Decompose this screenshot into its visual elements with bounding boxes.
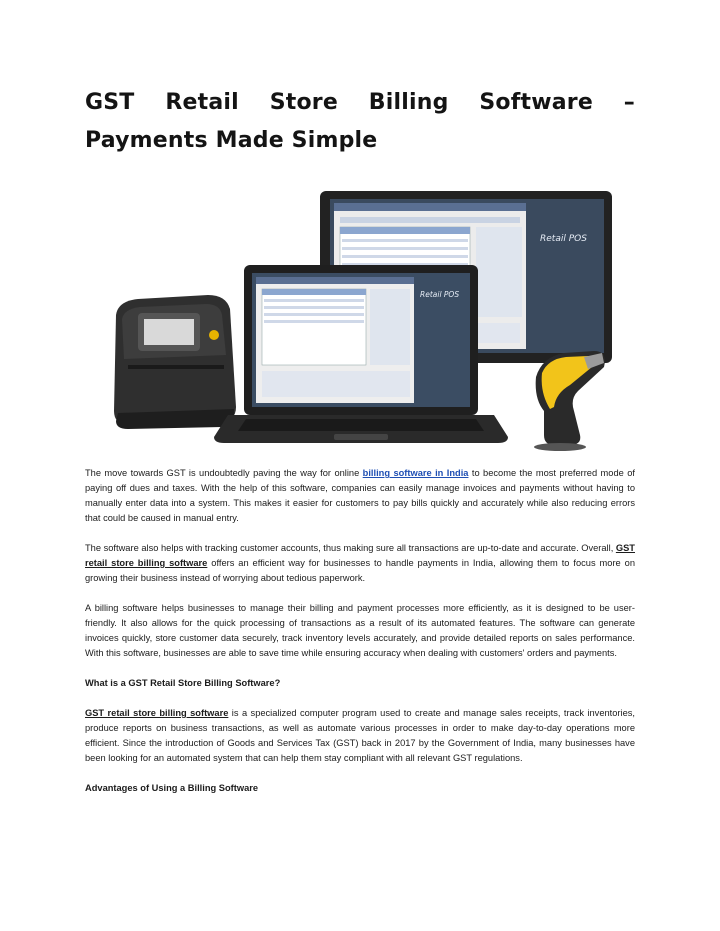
paragraph-1: The move towards GST is undoubtedly paving the way for online billing software in India to become the most preferred mode of paying off dues and taxes. With the help of this software, companies can easily manage invoices and payments without having to manually enter data into a system. This makes it easier for customers to pay bills quickly and accurately while also reducing errors that could be caused in manual entry.	[85, 468, 635, 523]
page-title: GST Retail Store Billing Software – Payments Made Simple	[85, 90, 635, 153]
paragraph-2: The software also helps with tracking customer accounts, thus making sure all transactions are up-to-date and accurate. Overall, GST retail store billing software offers an efficient way for businesses to handle payments in India, allowing them to focus more on growing their business instead of worrying about tedious paperwork.	[85, 543, 635, 583]
paragraph-3: A billing software helps businesses to manage their billing and payment processes more efficiently, as it is designed to be user-friendly. It also allows for the quick processing of transactions as a result of its automated features. The software can generate invoices quickly, store customer data securely, track inventory levels accurately, and provide detailed reports on sales performance. With this software, businesses are able to save time while ensuring accuracy when dealing with customers' orders and payments.	[85, 603, 635, 658]
laptop	[214, 265, 508, 443]
laptop-brand-label: Retail POS	[420, 290, 460, 299]
article-body	[85, 466, 635, 811]
receipt-printer	[114, 295, 236, 429]
section-heading-advantages: Advantages of Using a Billing Software	[85, 783, 259, 793]
section-heading-what-is: What is a GST Retail Store Billing Software?	[85, 678, 281, 688]
billing-software-india-link[interactable]: billing software in India	[362, 468, 469, 478]
hero-image	[108, 185, 618, 453]
gst-retail-billing-link[interactable]: GST retail store billing software	[85, 543, 635, 568]
barcode-scanner	[534, 351, 605, 451]
monitor-brand-label: Retail POS	[540, 234, 587, 244]
paragraph-4: GST retail store billing software is a specialized computer program used to create and manage sales receipts, track inventories, produce reports on business transactions, as well as automate various processes in order to make day-to-day operations more efficient. Since the introduction of Goods and Services Tax (GST) back in 2017 by the Government of India, many businesses have been looking for an automated system that can help them stay compliant with all relevant GST regulations.	[85, 708, 635, 763]
gst-retail-billing-link-2[interactable]: GST retail store billing software	[85, 708, 229, 718]
